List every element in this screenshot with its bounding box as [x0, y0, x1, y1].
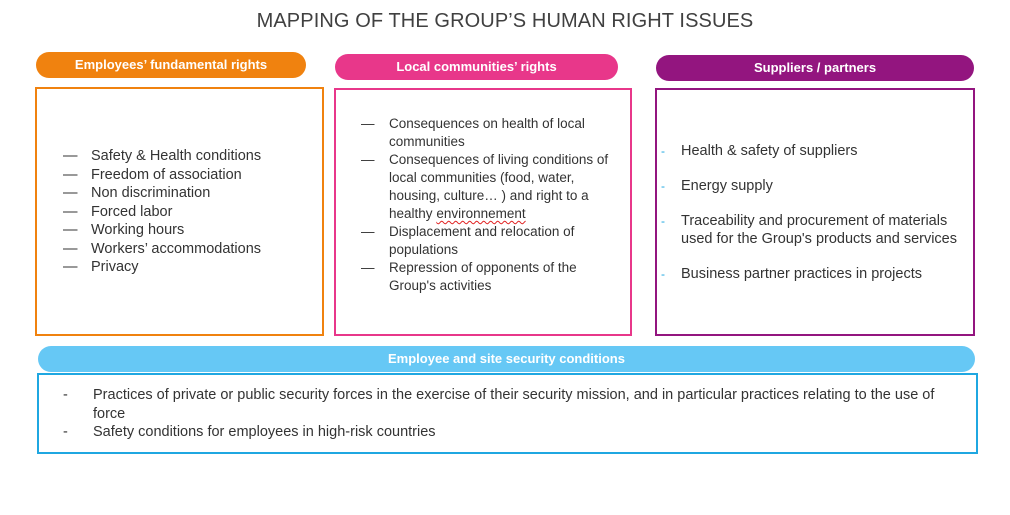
- communities-list: [361, 115, 623, 295]
- list-item-text: Health & safety of suppliers: [681, 143, 858, 159]
- list-item: [63, 258, 261, 277]
- security-box: [37, 373, 978, 454]
- list-item: [661, 212, 971, 248]
- list-item: [63, 221, 261, 240]
- security-list: [63, 386, 963, 442]
- list-item: [661, 177, 971, 195]
- list-item-text: Displacement and relocation of populations: [389, 224, 575, 257]
- list-item: [63, 147, 261, 166]
- dash-bullet: —: [361, 260, 375, 275]
- list-item-text: Safety & Health conditions: [91, 148, 262, 164]
- list-item-text: Forced labor: [91, 203, 173, 220]
- dash-bullet: -: [63, 387, 68, 403]
- dash-bullet: —: [63, 185, 78, 201]
- employees-box: [35, 87, 324, 336]
- list-item-text: Traceability and procurement of materials used for the Group's products and services: [681, 213, 957, 247]
- list-item: [63, 166, 261, 185]
- dash-bullet: —: [63, 222, 78, 238]
- list-item: [63, 386, 963, 423]
- list-item: [361, 151, 623, 223]
- list-item: [63, 203, 261, 222]
- list-item: [361, 115, 623, 151]
- list-item-text: Practices of private or public security forces in the exercise of their security mission, and in particular practices relating to the use of force: [93, 387, 935, 422]
- list-item: [661, 142, 971, 160]
- dash-bullet: —: [63, 259, 78, 275]
- suppliers-box: [655, 88, 975, 336]
- list-item-text: Workers’ accommodations: [91, 240, 262, 257]
- dash-bullet: -: [661, 179, 665, 193]
- list-item-text: Non discrimination: [91, 185, 211, 201]
- dash-bullet: -: [661, 144, 665, 158]
- suppliers-header: Suppliers / partners: [656, 55, 974, 81]
- suppliers-list: [661, 142, 971, 300]
- list-item-text: Working hours: [91, 222, 185, 238]
- dash-bullet: —: [63, 148, 78, 164]
- list-item: [63, 423, 963, 442]
- list-item: [661, 265, 971, 283]
- dash-bullet: —: [361, 152, 375, 167]
- dash-bullet: —: [63, 240, 78, 257]
- security-header: Employee and site security conditions: [38, 346, 975, 372]
- list-item-text: Safety conditions for employees in high-risk countries: [93, 424, 436, 440]
- dash-bullet: —: [63, 203, 78, 220]
- list-item: [361, 259, 623, 295]
- communities-header: Local communities’ rights: [335, 54, 618, 80]
- dash-bullet: —: [361, 116, 375, 131]
- list-item-text: Consequences on health of local communities: [389, 116, 585, 149]
- list-item-text: Repression of opponents of the Group's activities: [389, 260, 577, 293]
- dash-bullet: -: [661, 214, 665, 228]
- list-item-text: Consequences of living conditions of local communities (food, water, housing, culture… ) and right to a healthy: [389, 152, 609, 221]
- list-item: [63, 240, 261, 259]
- list-item-text: Energy supply: [681, 178, 773, 194]
- spellcheck-word: environnement: [436, 206, 526, 221]
- communities-box: [334, 88, 632, 336]
- diagram-title: MAPPING OF THE GROUP’S HUMAN RIGHT ISSUES: [256, 10, 754, 32]
- dash-bullet: —: [63, 166, 78, 183]
- dash-bullet: -: [661, 267, 665, 281]
- list-item-text: Business partner practices in projects: [681, 266, 922, 282]
- list-item: [63, 184, 261, 203]
- employees-list: [63, 147, 261, 277]
- employees-header: Employees’ fundamental rights: [36, 52, 306, 78]
- dash-bullet: —: [361, 224, 375, 239]
- list-item: [361, 223, 623, 259]
- list-item-text: Privacy: [91, 259, 139, 275]
- dash-bullet: -: [63, 424, 68, 440]
- list-item-text: Freedom of association: [91, 166, 242, 183]
